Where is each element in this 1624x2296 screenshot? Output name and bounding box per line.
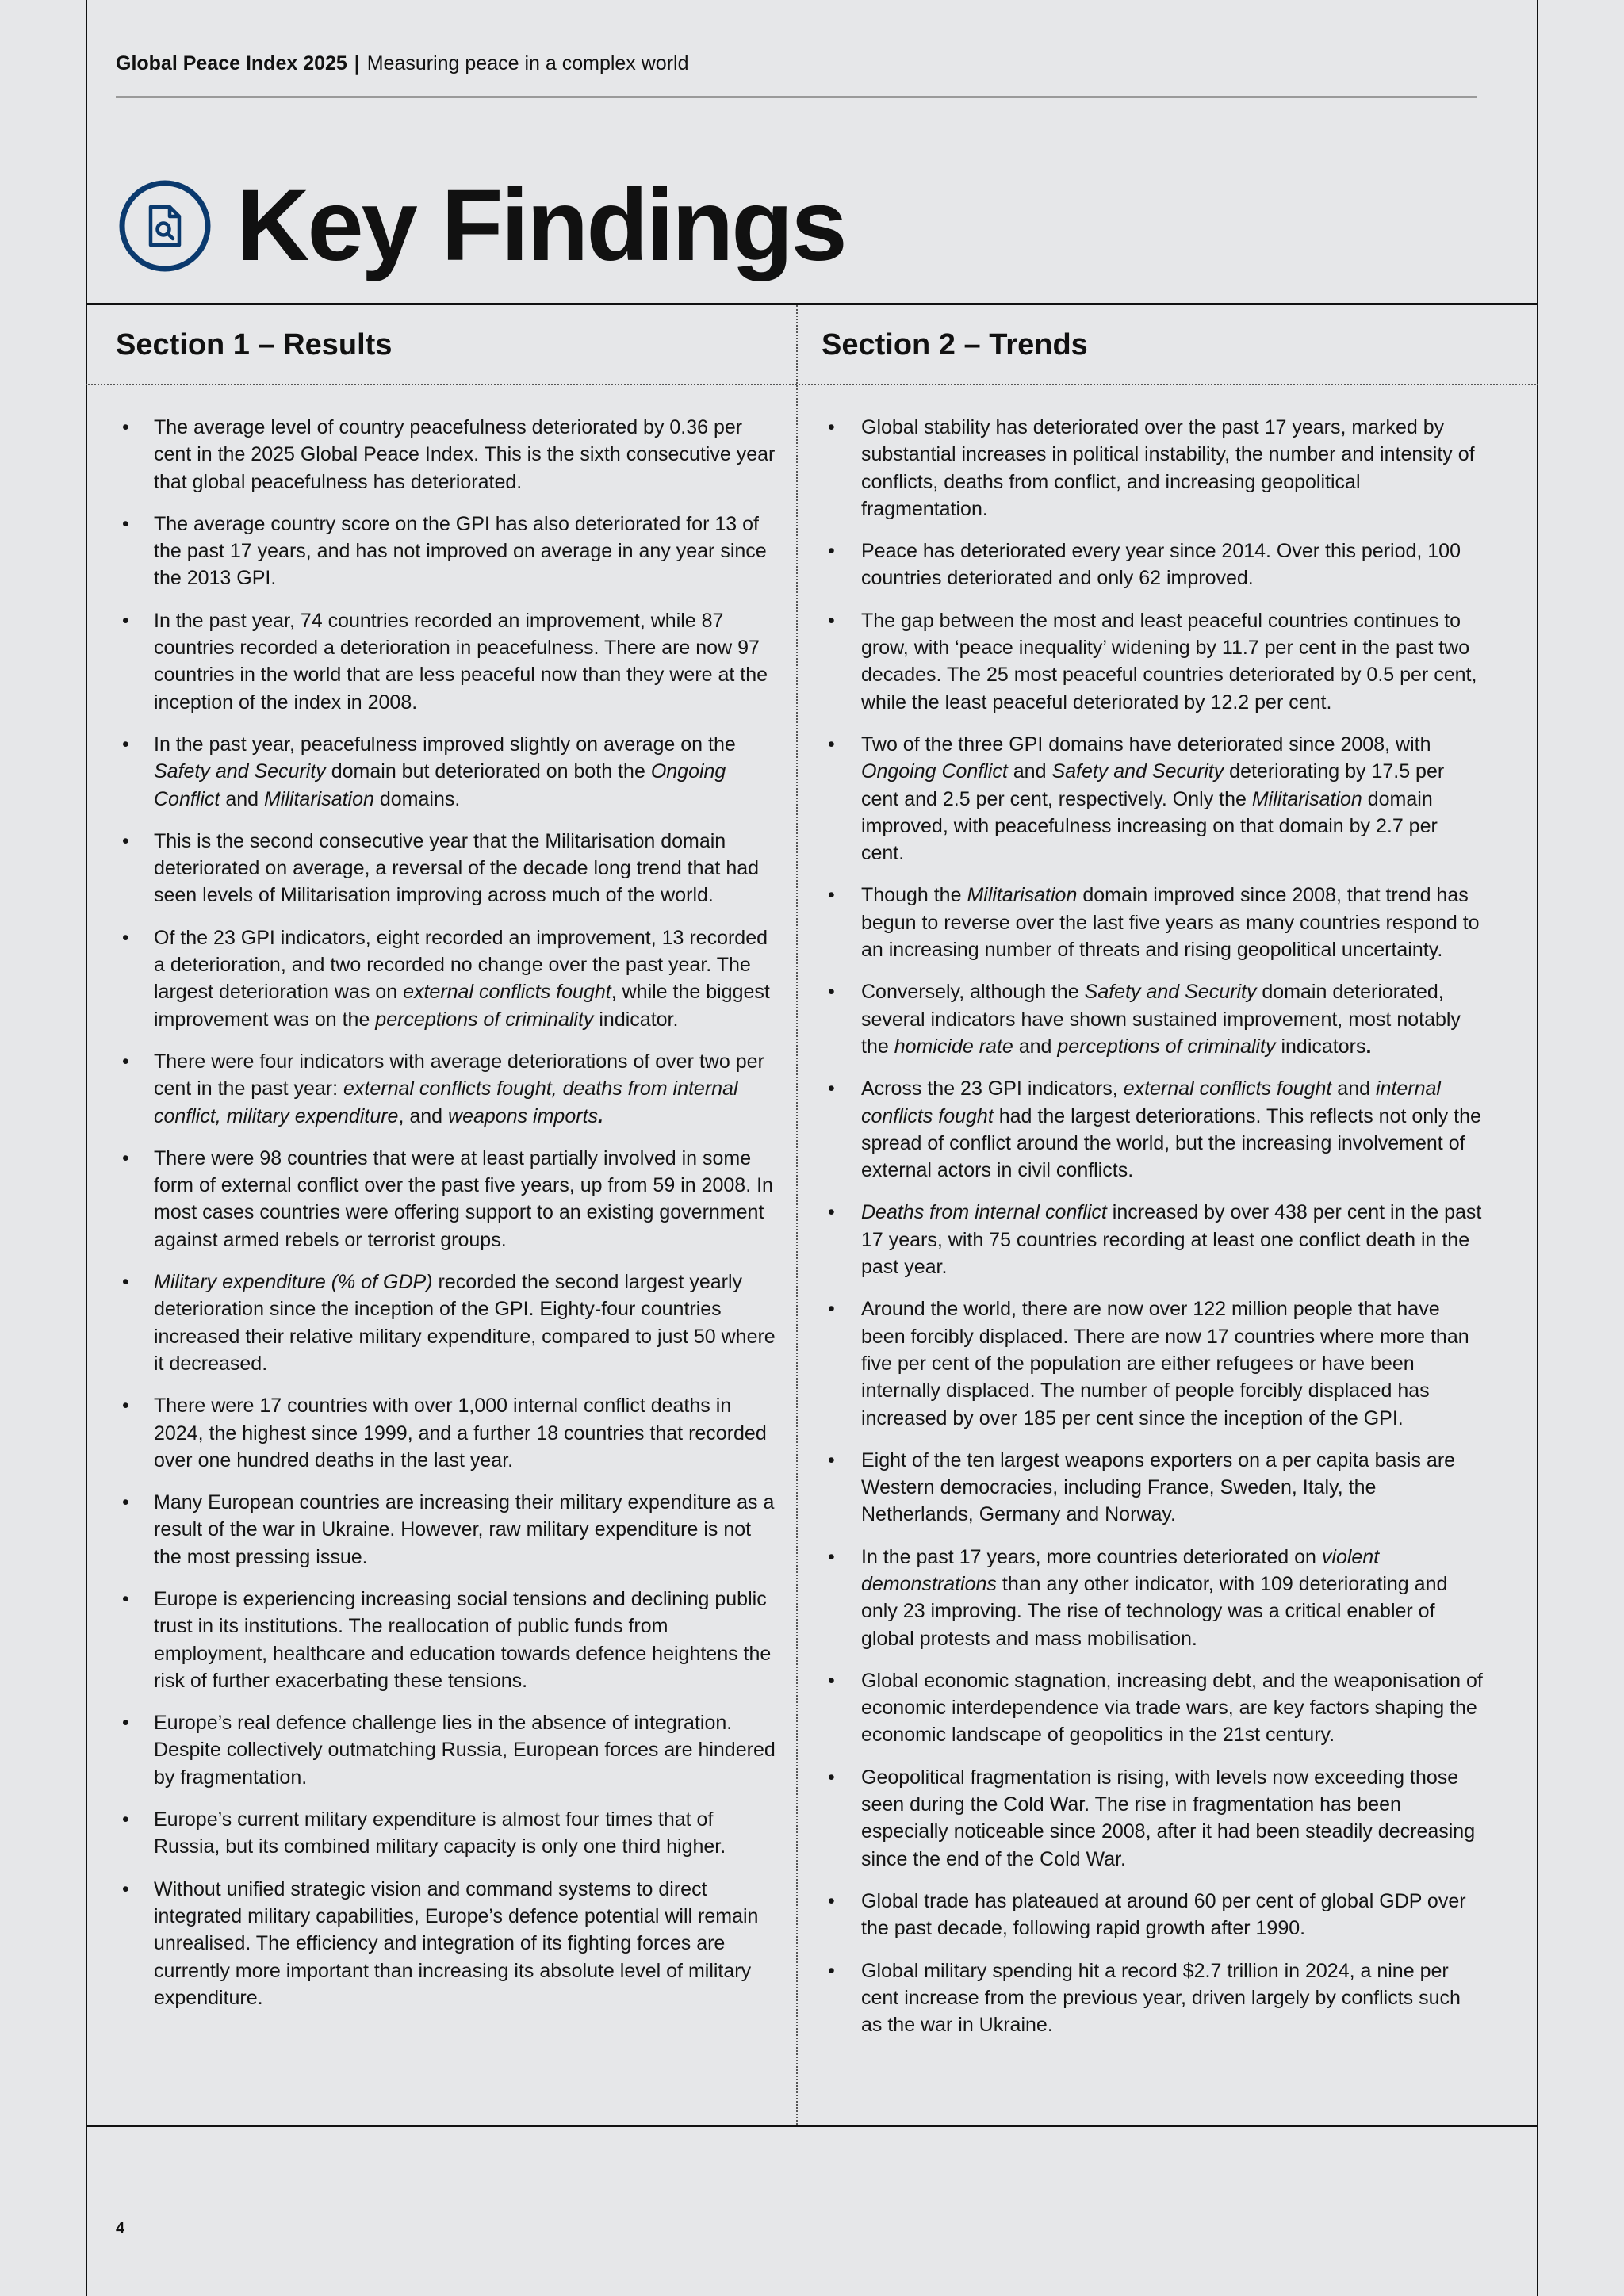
section-2-findings-list bbox=[822, 414, 1484, 2053]
finding-item: • Europe’s real defence challenge lies in the absence of integration. Despite collectively outmatching Russia, European forces are hindered by fragmentation. bbox=[116, 1709, 776, 1791]
finding-item: • There were 17 countries with over 1,000 internal conflict deaths in 2024, the highest since 1999, and a further 18 countries that recorded over one hundred deaths in the last year. bbox=[116, 1392, 776, 1474]
finding-item: • Europe is experiencing increasing social tensions and declining public trust in its institutions. The reallocation of public funds from employment, healthcare and education towards defence heightens the risk of further exacerbating these tensions. bbox=[116, 1586, 776, 1694]
report-subtitle: Measuring peace in a complex world bbox=[366, 52, 689, 75]
finding-item: • Conversely, although the Safety and Security domain deteriorated, several indicators have shown sustained improvement, most notably the homicide rate and perceptions of criminality indicators. bbox=[822, 978, 1484, 1060]
finding-item: • Deaths from internal conflict increased by over 438 per cent in the past 17 years, with 75 countries recording at least one conflict death in the past year. bbox=[822, 1199, 1484, 1280]
finding-item: • The average country score on the GPI has also deteriorated for 13 of the past 17 years, and has not improved on average in any year since the 2013 GPI. bbox=[116, 511, 776, 592]
page-frame-right bbox=[1537, 0, 1538, 2296]
finding-item: • Around the world, there are now over 122 million people that have been forcibly displaced. There are now 17 countries where more than five per cent of the population are either refugees or have been internally displaced. The number of people forcibly displaced has increased by over 185 per cent since the inception of the GPI. bbox=[822, 1295, 1484, 1431]
finding-item: • Global military spending hit a record $2.7 trillion in 2024, a nine per cent increase from the previous year, driven largely by conflicts such as the war in Ukraine. bbox=[822, 1957, 1484, 2039]
column-divider bbox=[796, 305, 798, 2125]
running-head-separator: | bbox=[354, 52, 360, 75]
finding-item: • There were 98 countries that were at least partially involved in some form of external conflict over the past five years, up from 59 in 2008. In most cases countries were offering support to an existing government against armed rebels or terrorist groups. bbox=[116, 1145, 776, 1253]
page-title: Key Findings bbox=[236, 169, 845, 282]
section-bottom-rule bbox=[86, 2125, 1538, 2127]
finding-item: • Two of the three GPI domains have deteriorated since 2008, with Ongoing Conflict and Safety and Security deteriorating by 17.5 per cent and 2.5 per cent, respectively. Only the Militarisation domain improved, with peacefulness increasing on that domain by 2.7 per cent. bbox=[822, 731, 1484, 867]
page-frame-left bbox=[86, 0, 87, 2296]
finding-item: • The average level of country peacefulness deteriorated by 0.36 per cent in the 2025 Global Peace Index. This is the sixth consecutive year that global peacefulness has deteriorated. bbox=[116, 414, 776, 496]
finding-item: • Many European countries are increasing their military expenditure as a result of the war in Ukraine. However, raw military expenditure is not the most pressing issue. bbox=[116, 1489, 776, 1571]
section-1-heading: Section 1 – Results bbox=[116, 328, 393, 362]
finding-item: • Geopolitical fragmentation is rising, with levels now exceeding those seen during the Cold War. The rise in fragmentation has been especially noticeable since 2008, after it had been steadily decreasing since the end of the Cold War. bbox=[822, 1764, 1484, 1873]
finding-item: • In the past year, peacefulness improved slightly on average on the Safety and Security domain but deteriorated on both the Ongoing Conflict and Militarisation domains. bbox=[116, 731, 776, 813]
finding-item: • Europe’s current military expenditure is almost four times that of Russia, but its combined military capacity is only one third higher. bbox=[116, 1806, 776, 1861]
finding-item: • Of the 23 GPI indicators, eight recorded an improvement, 13 recorded a deterioration, and two recorded no change over the past year. The largest deterioration was on external conflicts fought, while the biggest improvement was on the perceptions of criminality indicator. bbox=[116, 924, 776, 1033]
finding-item: • Global stability has deteriorated over the past 17 years, marked by substantial increases in political instability, the number and intensity of conflicts, deaths from conflict, and increasing geopolitical fragmentation. bbox=[822, 414, 1484, 522]
finding-item: • In the past year, 74 countries recorded an improvement, while 87 countries recorded a deterioration in peacefulness. There are now 97 countries in the world that are less peaceful now than they were at the inception of the index in 2008. bbox=[116, 607, 776, 716]
section-top-rule bbox=[86, 303, 1538, 305]
finding-item: • Across the 23 GPI indicators, external conflicts fought and internal conflicts fought had the largest deteriorations. This reflects not only the spread of conflict around the world, but the increasing involvement of external actors in civil conflicts. bbox=[822, 1075, 1484, 1184]
title-block bbox=[117, 169, 845, 282]
running-head-rule bbox=[116, 96, 1477, 98]
finding-item: • The gap between the most and least peaceful countries continues to grow, with ‘peace inequality’ widening by 11.7 per cent in the past two decades. The 25 most peaceful countries deteriorated by 0.5 per cent, while the least peaceful deteriorated by 12.2 per cent. bbox=[822, 607, 1484, 716]
section-header-divider bbox=[86, 384, 1538, 385]
document-search-icon bbox=[117, 178, 213, 274]
running-head bbox=[116, 52, 689, 75]
finding-item: • Global trade has plateaued at around 60 per cent of global GDP over the past decade, following rapid growth after 1990. bbox=[822, 1888, 1484, 1942]
finding-item: • Eight of the ten largest weapons exporters on a per capita basis are Western democracies, including France, Sweden, Italy, the Netherlands, Germany and Norway. bbox=[822, 1447, 1484, 1529]
report-title: Global Peace Index 2025 bbox=[116, 52, 347, 75]
finding-item: • Peace has deteriorated every year since 2014. Over this period, 100 countries deteriorated and only 62 improved. bbox=[822, 538, 1484, 592]
finding-item: • Without unified strategic vision and command systems to direct integrated military capabilities, Europe’s defence potential will remain unrealised. The efficiency and integration of its fighting forces are currently more important than increasing its absolute level of military expenditure. bbox=[116, 1876, 776, 2011]
finding-item: • Military expenditure (% of GDP) recorded the second largest yearly deterioration since the inception of the GPI. Eighty-four countries increased their relative military expenditure, compared to just 50 where it decreased. bbox=[116, 1269, 776, 1377]
finding-item: • This is the second consecutive year that the Militarisation domain deteriorated on average, a reversal of the decade long trend that had seen levels of Militarisation improving across much of the world. bbox=[116, 828, 776, 909]
finding-item: • There were four indicators with average deteriorations of over two per cent in the past year: external conflicts fought, deaths from internal conflict, military expenditure, and weapons imports. bbox=[116, 1048, 776, 1130]
finding-item: • In the past 17 years, more countries deteriorated on violent demonstrations than any other indicator, with 109 deteriorating and only 23 improving. The rise of technology was a critical enabler of global protests and mass mobilisation. bbox=[822, 1544, 1484, 1652]
finding-item: • Though the Militarisation domain improved since 2008, that trend has begun to reverse over the last five years as many countries respond to an increasing number of threats and rising geopolitical uncertainty. bbox=[822, 882, 1484, 963]
page-number: 4 bbox=[116, 2220, 125, 2237]
finding-item: • Global economic stagnation, increasing debt, and the weaponisation of economic interdependence via trade wars, are key factors shaping the economic landscape of geopolitics in the 21st century. bbox=[822, 1667, 1484, 1749]
section-2-heading: Section 2 – Trends bbox=[822, 328, 1088, 362]
section-1-findings-list bbox=[116, 414, 776, 2026]
